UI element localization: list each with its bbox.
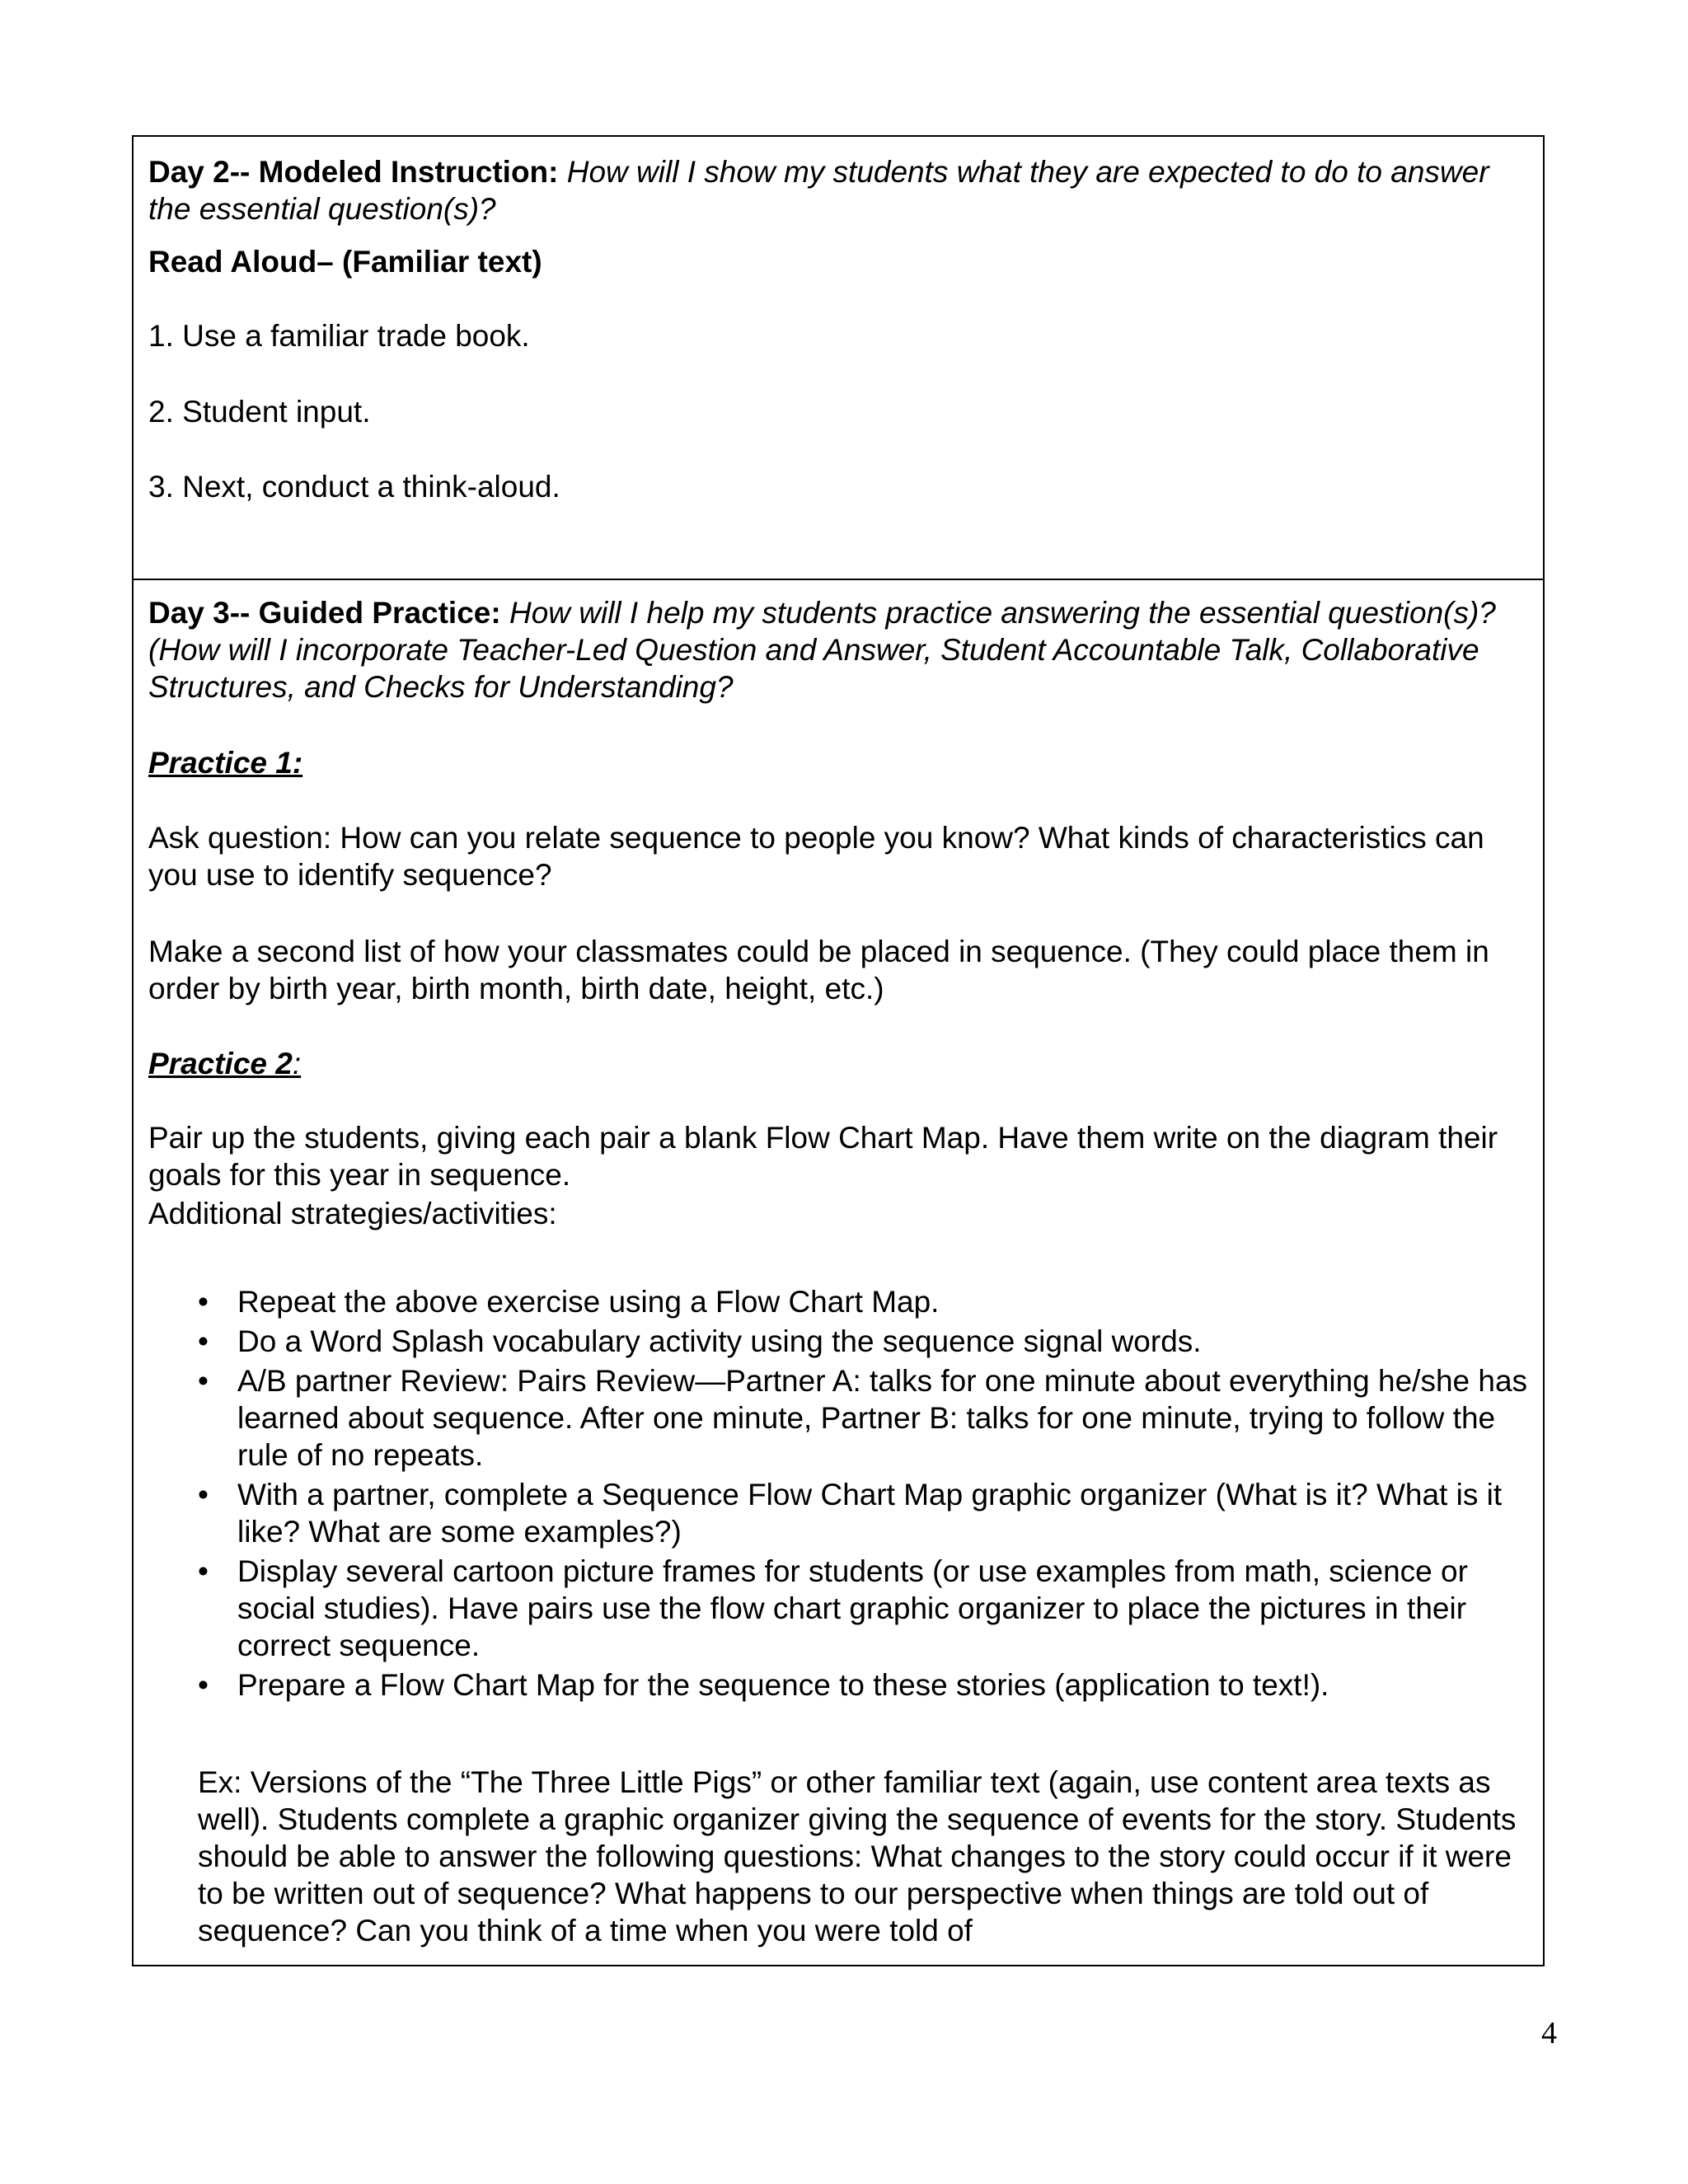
day2-heading-question: How will I show my students what they are expected to do to answer the essential question(s)? (148, 155, 1489, 226)
bullet-icon: • (198, 1324, 209, 1358)
practice-2-title: Practice 2 (148, 1047, 293, 1080)
practice-2-title-line (148, 1045, 1526, 1082)
bullet-icon: • (198, 1478, 209, 1511)
list-item-text: Display several cartoon picture frames for students (or use examples from math, science or social studies). Have pairs use the flow chart graphic organizer to place the pictures in their correct sequence. (237, 1554, 1468, 1662)
bullet-icon: • (198, 1285, 209, 1319)
day2-heading-bold: Day 2-- Modeled Instruction: (148, 155, 559, 189)
practice-2-colon: : (292, 1047, 302, 1080)
day2-step-3: 3. Next, conduct a think-aloud. (148, 470, 560, 504)
list-item (191, 1666, 1528, 1704)
list-item (191, 1323, 1528, 1360)
list-item-text: With a partner, complete a Sequence Flow Chart Map graphic organizer (What is it? What is it like? What are some examples?) (237, 1478, 1503, 1549)
list-item-text: Prepare a Flow Chart Map for the sequence to these stories (application to text!). (237, 1668, 1329, 1702)
day3-heading-question: How will I help my students practice answering the essential question(s)? (How will I incorporate Teacher-Led Question and Answer, Student Accountable Talk, Collaborative Structures, and Checks for Understanding? (148, 596, 1496, 704)
bullet-icon: • (198, 1364, 209, 1398)
practice-1-list: Make a second list of how your classmates could be placed in sequence. (They could place them in order by birth year, birth month, birth date, height, etc.) (148, 935, 1489, 1005)
bullet-icon: • (198, 1554, 209, 1588)
additional-strategies-label: Additional strategies/activities: (148, 1197, 557, 1230)
day2-subheading: Read Aloud– (Familiar text) (148, 245, 542, 279)
day3-cell (134, 580, 1543, 1966)
day2-step-1: 1. Use a familiar trade book. (148, 319, 530, 353)
list-item-text: Do a Word Splash vocabulary activity using the sequence signal words. (237, 1324, 1202, 1358)
day3-heading (148, 594, 1526, 705)
day2-cell (134, 137, 1543, 580)
practice-1-question: Ask question: How can you relate sequence to people you know? What kinds of characteristics can you use to identify sequence? (148, 821, 1484, 892)
list-item-text: A/B partner Review: Pairs Review—Partner A: talks for one minute about everything he/she has learned about sequence. After one minute, Partner B: talks for one minute, trying to follow the rule of no repeats. (237, 1364, 1528, 1472)
example-paragraph: Ex: Versions of the “The Three Little Pigs” or other familiar text (again, use content area texts as well). Students complete a graphic organizer giving the sequence of events for the story. Students should be able to answer the following questions: What changes to the story could occur if it were to be written out of sequence? What happens to our perspective when things are told out of sequence? Can you think of a time when you were told of (198, 1765, 1517, 1947)
day3-heading-bold: Day 3-- Guided Practice: (148, 596, 501, 630)
list-item (191, 1362, 1528, 1474)
strategies-list (191, 1283, 1528, 1706)
page-number: 4 (1541, 2016, 1557, 2050)
day2-step-2: 2. Student input. (148, 395, 371, 429)
lesson-table (132, 135, 1545, 1966)
practice-1-title: Practice 1: (148, 746, 303, 780)
practice-2-instructions: Pair up the students, giving each pair a blank Flow Chart Map. Have them write on the diagram their goals for this year in sequence. (148, 1121, 1498, 1192)
day2-heading (148, 153, 1526, 227)
list-item (191, 1553, 1528, 1664)
list-item (191, 1283, 1528, 1320)
list-item-text: Repeat the above exercise using a Flow Chart Map. (237, 1285, 940, 1319)
bullet-icon: • (198, 1668, 209, 1702)
list-item (191, 1476, 1528, 1550)
